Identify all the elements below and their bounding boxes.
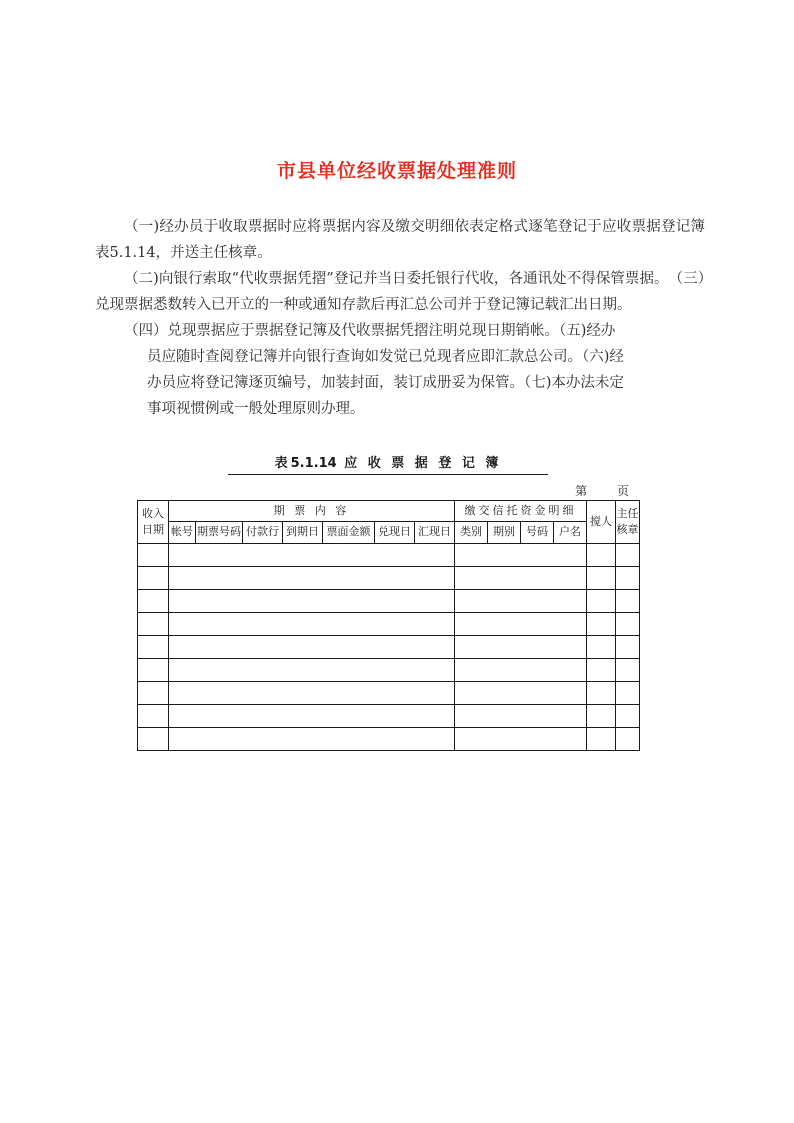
cell-director-seal <box>616 636 640 659</box>
page-number-line <box>137 482 639 498</box>
cell-director-seal <box>616 659 640 682</box>
col-face-amount: 票面金额 <box>323 522 375 544</box>
page-label: 第 <box>575 484 590 498</box>
table-body <box>138 544 640 751</box>
cell-income-date <box>138 613 169 636</box>
col-trust-category: 类别 <box>455 522 488 544</box>
income-date-line1: 收入 <box>142 507 164 521</box>
col-group-trust-detail: 缴交信托资金明细 <box>455 501 587 522</box>
cell-income-date <box>138 544 169 567</box>
cell-trust-detail <box>455 659 587 682</box>
cell-income-date <box>138 682 169 705</box>
cell-note-content <box>169 705 455 728</box>
table-caption <box>228 452 548 475</box>
cell-note-content <box>169 682 455 705</box>
header-row-groups <box>138 501 640 522</box>
cell-handler <box>587 705 616 728</box>
cell-director-seal <box>616 705 640 728</box>
table-row <box>138 613 640 636</box>
header-row-subcolumns <box>138 522 640 544</box>
col-cash-date: 兑现日 <box>375 522 415 544</box>
caption-name: 应 收 票 据 登 记 簿 <box>344 456 502 471</box>
paragraph-1: （一)经办员于收取票据时应将票据内容及缴交明细依表定格式逐笔登记于应收票据登记簿表5.1.14，并送主任核章。 <box>95 219 705 261</box>
cell-note-content <box>169 567 455 590</box>
table-row <box>138 590 640 613</box>
cell-income-date <box>138 659 169 682</box>
income-date-line2: 日期 <box>142 523 164 536</box>
col-income-date <box>138 501 169 544</box>
paragraph-4: 员应随时查阅登记簿并向银行查询如发觉已兑现者应即汇款总公司。（六)经 <box>147 349 624 365</box>
col-note-number: 期票号码 <box>196 522 243 544</box>
page-unit: 页 <box>616 484 631 498</box>
table-row <box>138 728 640 751</box>
cell-income-date <box>138 705 169 728</box>
col-trust-term: 期别 <box>488 522 521 544</box>
cell-director-seal <box>616 682 640 705</box>
cell-handler <box>587 636 616 659</box>
col-director-seal <box>616 501 640 544</box>
caption-prefix: 表 <box>274 456 291 471</box>
table-row <box>138 544 640 567</box>
col-paying-bank: 付款行 <box>243 522 283 544</box>
cell-trust-detail <box>455 636 587 659</box>
cell-note-content <box>169 636 455 659</box>
table-row <box>138 682 640 705</box>
cell-trust-detail <box>455 613 587 636</box>
table-row <box>138 567 640 590</box>
body-text-block <box>95 214 705 422</box>
cell-handler <box>587 567 616 590</box>
paragraph-2: （二)向银行索取“代收票据凭摺”登记并当日委托银行代收，各通讯处不得保管票据。 （三）兑现票据悉数转入已开立的一种或通知存款后再汇总公司并于登记簿记载汇出日期。 <box>95 271 705 313</box>
cell-director-seal <box>616 728 640 751</box>
cell-director-seal <box>616 567 640 590</box>
caption-number: 5.1.14 <box>290 456 337 471</box>
cell-income-date <box>138 590 169 613</box>
cell-handler <box>587 728 616 751</box>
table-row <box>138 659 640 682</box>
cell-handler <box>587 590 616 613</box>
table-row <box>138 705 640 728</box>
cell-trust-detail <box>455 705 587 728</box>
cell-handler <box>587 682 616 705</box>
cell-handler <box>587 544 616 567</box>
cell-income-date <box>138 728 169 751</box>
cell-handler <box>587 659 616 682</box>
col-trust-account: 户名 <box>554 522 587 544</box>
cell-handler <box>587 613 616 636</box>
cell-income-date <box>138 636 169 659</box>
cell-director-seal <box>616 544 640 567</box>
cell-director-seal <box>616 590 640 613</box>
cell-note-content <box>169 613 455 636</box>
paragraph-3: （四）兑现票据应于票据登记簿及代收票据凭摺注明兑现日期销帐。（五)经办 <box>124 323 616 339</box>
paragraph-6: 事项视惯例或一般处理原则办理。 <box>147 401 365 417</box>
cell-trust-detail <box>455 590 587 613</box>
cell-note-content <box>169 590 455 613</box>
director-seal-line1: 主任 <box>616 507 639 521</box>
table-row <box>138 636 640 659</box>
col-due-date: 到期日 <box>283 522 323 544</box>
cell-income-date <box>138 567 169 590</box>
cell-trust-detail <box>455 567 587 590</box>
table-header <box>138 501 640 544</box>
register-table-figure <box>137 452 639 751</box>
cell-note-content <box>169 659 455 682</box>
cell-trust-detail <box>455 544 587 567</box>
paragraph-5: 办员应将登记簿逐页编号，加装封面，装订成册妥为保管。（七)本办法未定 <box>147 375 624 391</box>
cell-trust-detail <box>455 728 587 751</box>
col-account-no: 帐号 <box>169 522 196 544</box>
page-title: 市县单位经收票据处理准则 <box>276 160 517 182</box>
col-trust-number: 号码 <box>521 522 554 544</box>
col-remit-date: 汇现日 <box>415 522 455 544</box>
cell-trust-detail <box>455 682 587 705</box>
col-handler: 搅人 <box>587 501 616 544</box>
cell-director-seal <box>616 613 640 636</box>
director-seal-line2: 核章 <box>616 523 639 536</box>
receivable-register-table <box>137 500 640 751</box>
cell-note-content <box>169 544 455 567</box>
cell-note-content <box>169 728 455 751</box>
col-group-note-content: 期 票 内 容 <box>169 501 455 522</box>
